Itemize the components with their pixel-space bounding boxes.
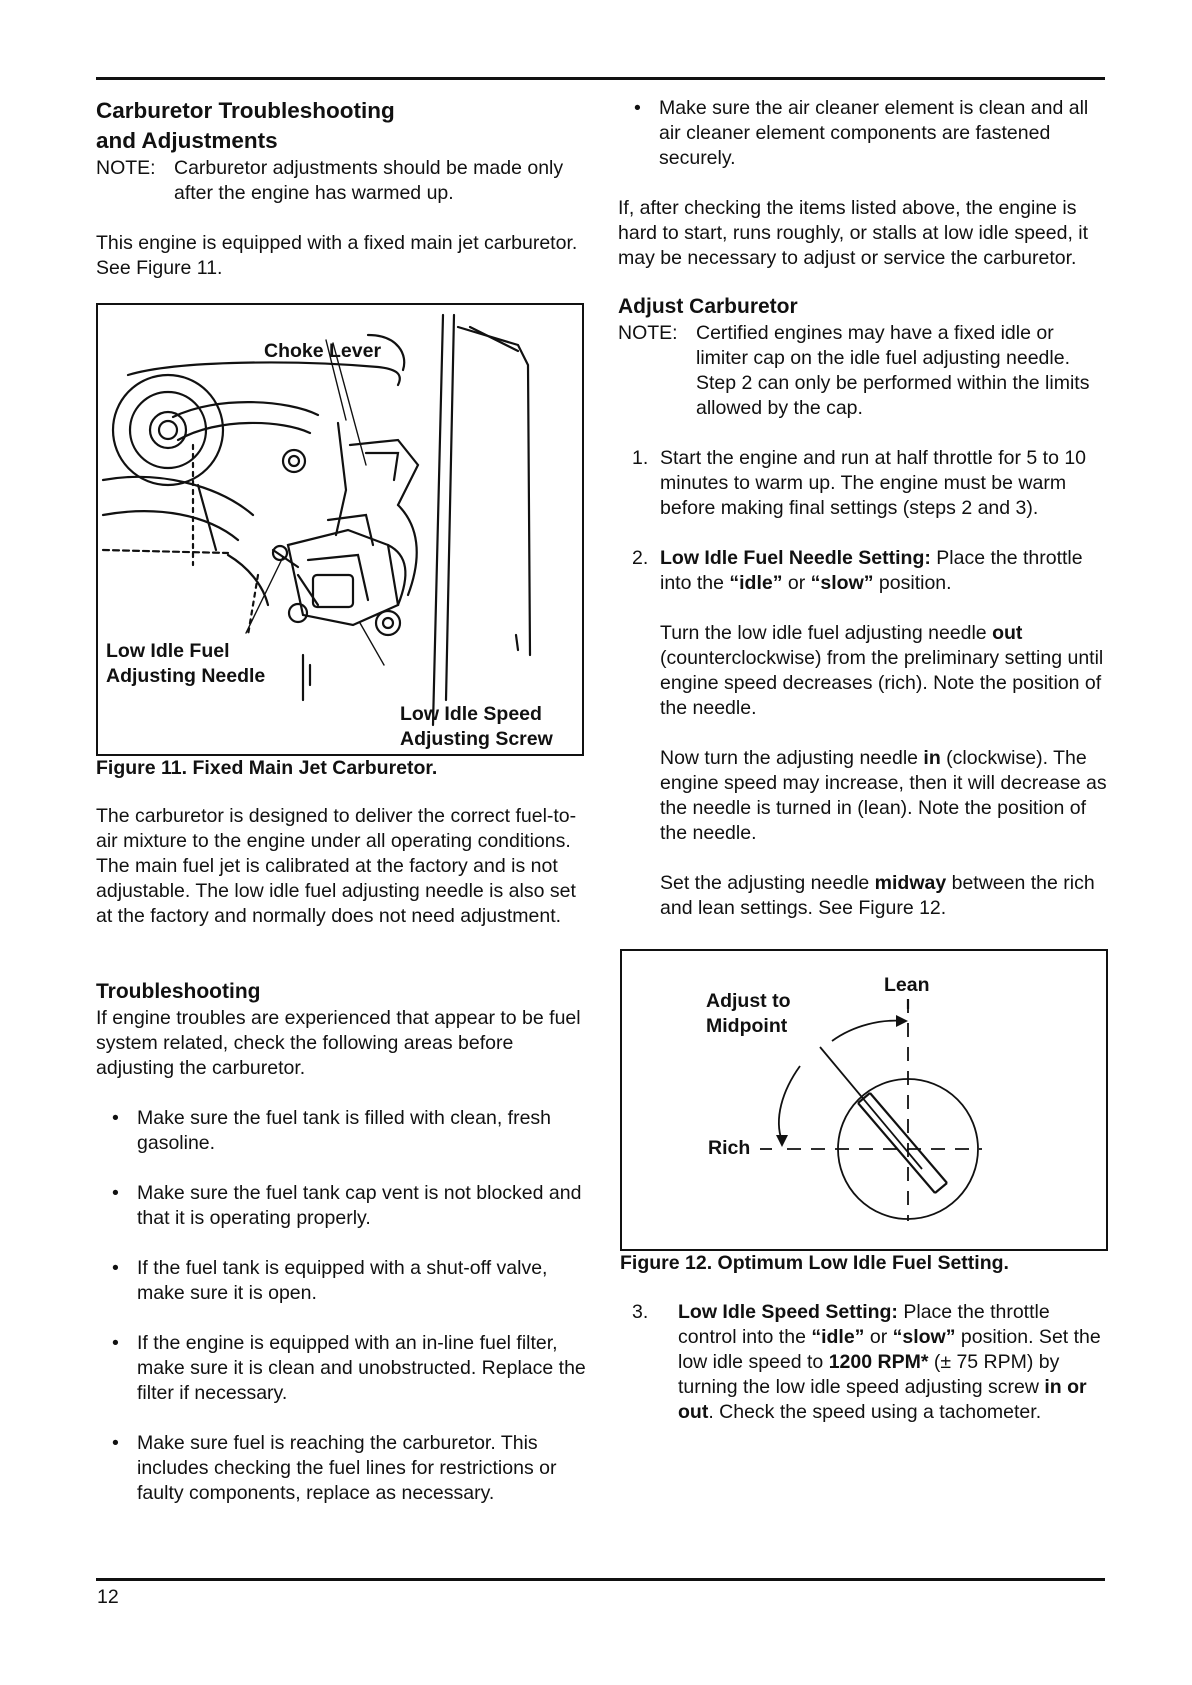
emphasis-in: in: [923, 747, 941, 769]
step-2: [618, 546, 1108, 596]
bullet-marker: •: [112, 1182, 119, 1204]
step-text-part: (± 75 RPM) by turning the low idle speed adjusting screw: [678, 1351, 1060, 1398]
step-number: 1.: [632, 447, 649, 469]
needle-setting-diagram: [622, 951, 1106, 1249]
bullet-item: [96, 1331, 591, 1406]
step-number: 3.: [632, 1301, 649, 1323]
note-certified: [618, 321, 1108, 421]
step-text-part: Place the throttle control into the: [678, 1301, 1050, 1348]
note-text: Carburetor adjustments should be made only after the engine has warmed up.: [174, 157, 564, 204]
left-column: [96, 96, 591, 281]
bullet-item: [618, 96, 1108, 171]
note-warmup: [96, 156, 591, 206]
label-lean: Lean: [884, 974, 930, 996]
text-part: (clockwise). The engine speed may increase, then it will decrease as the needle is turned in (lean). Note the position of the needle.: [660, 747, 1107, 844]
troubleshooting-section: [96, 978, 591, 1506]
emphasis-in-or-out: in or out: [678, 1376, 1087, 1423]
idle-term: “idle”: [729, 572, 783, 594]
adjust-carburetor-heading: Adjust Carburetor: [618, 295, 798, 318]
rpm-value: 1200 RPM*: [828, 1351, 929, 1373]
arrow-rich-icon: [776, 1135, 788, 1147]
note-label: NOTE:: [618, 322, 678, 344]
step-text: Start the engine and run at half throttle for 5 to 10 minutes to warm up. The engine must be warm before making final settings (steps 2 and 3).: [660, 447, 1087, 519]
turn-in-paragraph: [618, 746, 1108, 846]
bullet-item: [96, 1181, 591, 1231]
step-title: Low Idle Fuel Needle Setting:: [660, 547, 931, 569]
page-number: 12: [97, 1586, 119, 1608]
step-title: Low Idle Speed Setting:: [678, 1301, 898, 1323]
step-number: 2.: [632, 547, 649, 569]
note-label: NOTE:: [96, 157, 156, 179]
text-part: Now turn the adjusting needle: [660, 747, 924, 769]
bullet-marker: •: [112, 1107, 119, 1129]
idle-term: “idle”: [811, 1326, 865, 1348]
label-low-idle-speed-line1: Low Idle Speed: [400, 703, 542, 725]
intro-paragraph: This engine is equipped with a fixed main jet carburetor. See Figure 11.: [96, 232, 578, 279]
step-3: [618, 1300, 1110, 1425]
design-paragraph: The carburetor is designed to deliver the correct fuel-to-air mixture to the engine under all operating conditions. The main fuel jet is calibrated at the factory and is not adjustable. The low idle fuel adjusting needle is also set at the factory and normally does not need adjustment.: [96, 805, 577, 927]
bullet-text: If the fuel tank is equipped with a shut-off valve, make sure it is open.: [137, 1257, 548, 1304]
left-column-lower: [96, 804, 591, 929]
bullet-item: [96, 1256, 591, 1306]
bullet-marker: •: [634, 97, 641, 119]
step-text: [678, 1300, 1110, 1425]
bullet-marker: •: [112, 1332, 119, 1354]
bullet-item: [96, 1106, 591, 1156]
bullet-text: Make sure the air cleaner element is clean and all air cleaner element components are fastened securely.: [659, 97, 1089, 169]
bullet-text: Make sure the fuel tank is filled with clean, fresh gasoline.: [137, 1107, 552, 1154]
text-part: Turn the low idle fuel adjusting needle: [660, 622, 993, 644]
turn-out-paragraph: [618, 621, 1108, 721]
bullet-text: Make sure the fuel tank cap vent is not blocked and that it is operating properly.: [137, 1182, 582, 1229]
slow-term: “slow”: [892, 1326, 956, 1348]
step-text-part: or: [782, 572, 811, 594]
text-part: Set the adjusting needle: [660, 872, 875, 894]
bullet-text: If the engine is equipped with an in-line fuel filter, make sure it is clean and unobstructed. Replace the filter if necessary.: [137, 1332, 586, 1404]
label-low-idle-fuel-line2: Adjusting Needle: [106, 665, 266, 687]
text-part: (counterclockwise) from the preliminary setting until engine speed decreases (rich). Note the position of the needle.: [660, 647, 1104, 719]
right-column-lower: [618, 1300, 1110, 1425]
text-part: between the rich and lean settings. See Figure 12.: [660, 872, 1095, 919]
label-choke-lever: Choke Lever: [264, 340, 382, 362]
note-text: Certified engines may have a fixed idle or limiter cap on the idle fuel adjusting needle. Step 2 can only be performed within the limits allowed by the cap.: [696, 322, 1090, 419]
section-heading-line2: and Adjustments: [96, 128, 278, 153]
step-text-part: . Check the speed using a tachometer.: [708, 1401, 1042, 1423]
label-low-idle-fuel-line1: Low Idle Fuel: [106, 640, 230, 662]
label-rich: Rich: [708, 1137, 751, 1159]
troubleshooting-paragraph: If engine troubles are experienced that appear to be fuel system related, check the following areas before adjusting the carburetor.: [96, 1007, 581, 1079]
bullet-marker: •: [112, 1257, 119, 1279]
step-1: [618, 446, 1108, 521]
figure-11-box: [96, 303, 584, 756]
section-heading-line1: Carburetor Troubleshooting: [96, 98, 395, 123]
bullet-item: [96, 1431, 591, 1506]
bullet-marker: •: [112, 1432, 119, 1454]
figure-11-caption: Figure 11. Fixed Main Jet Carburetor.: [96, 757, 438, 779]
emphasis-midway: midway: [874, 872, 947, 894]
label-adjust-line1: Adjust to: [706, 990, 791, 1012]
label-adjust-line2: Midpoint: [706, 1015, 788, 1037]
right-column: [618, 96, 1108, 921]
step-text: [660, 546, 1108, 596]
slow-term: “slow”: [810, 572, 874, 594]
troubleshooting-heading: Troubleshooting: [96, 980, 261, 1003]
emphasis-out: out: [992, 622, 1023, 644]
label-low-idle-speed-line2: Adjusting Screw: [400, 728, 553, 750]
step-text-part: position. Set the low idle speed to: [678, 1326, 1101, 1373]
bottom-rule: [96, 1578, 1105, 1581]
figure-12-caption: Figure 12. Optimum Low Idle Fuel Setting.: [620, 1252, 1009, 1274]
after-check-paragraph: If, after checking the items listed above, the engine is hard to start, runs roughly, or stalls at low idle speed, it may be necessary to adjust or service the carburetor.: [618, 197, 1089, 269]
midway-paragraph: [618, 871, 1108, 921]
step-text-part: or: [864, 1326, 893, 1348]
arrow-lean-icon: [896, 1015, 908, 1027]
step-text-part: Place the throttle into the: [660, 547, 1083, 594]
figure-12-box: [620, 949, 1108, 1251]
step-text-part: position.: [873, 572, 952, 594]
top-rule: [96, 77, 1105, 80]
bullet-text: Make sure fuel is reaching the carburetor. This includes checking the fuel lines for restrictions or faulty components, replace as necessary.: [137, 1432, 557, 1504]
